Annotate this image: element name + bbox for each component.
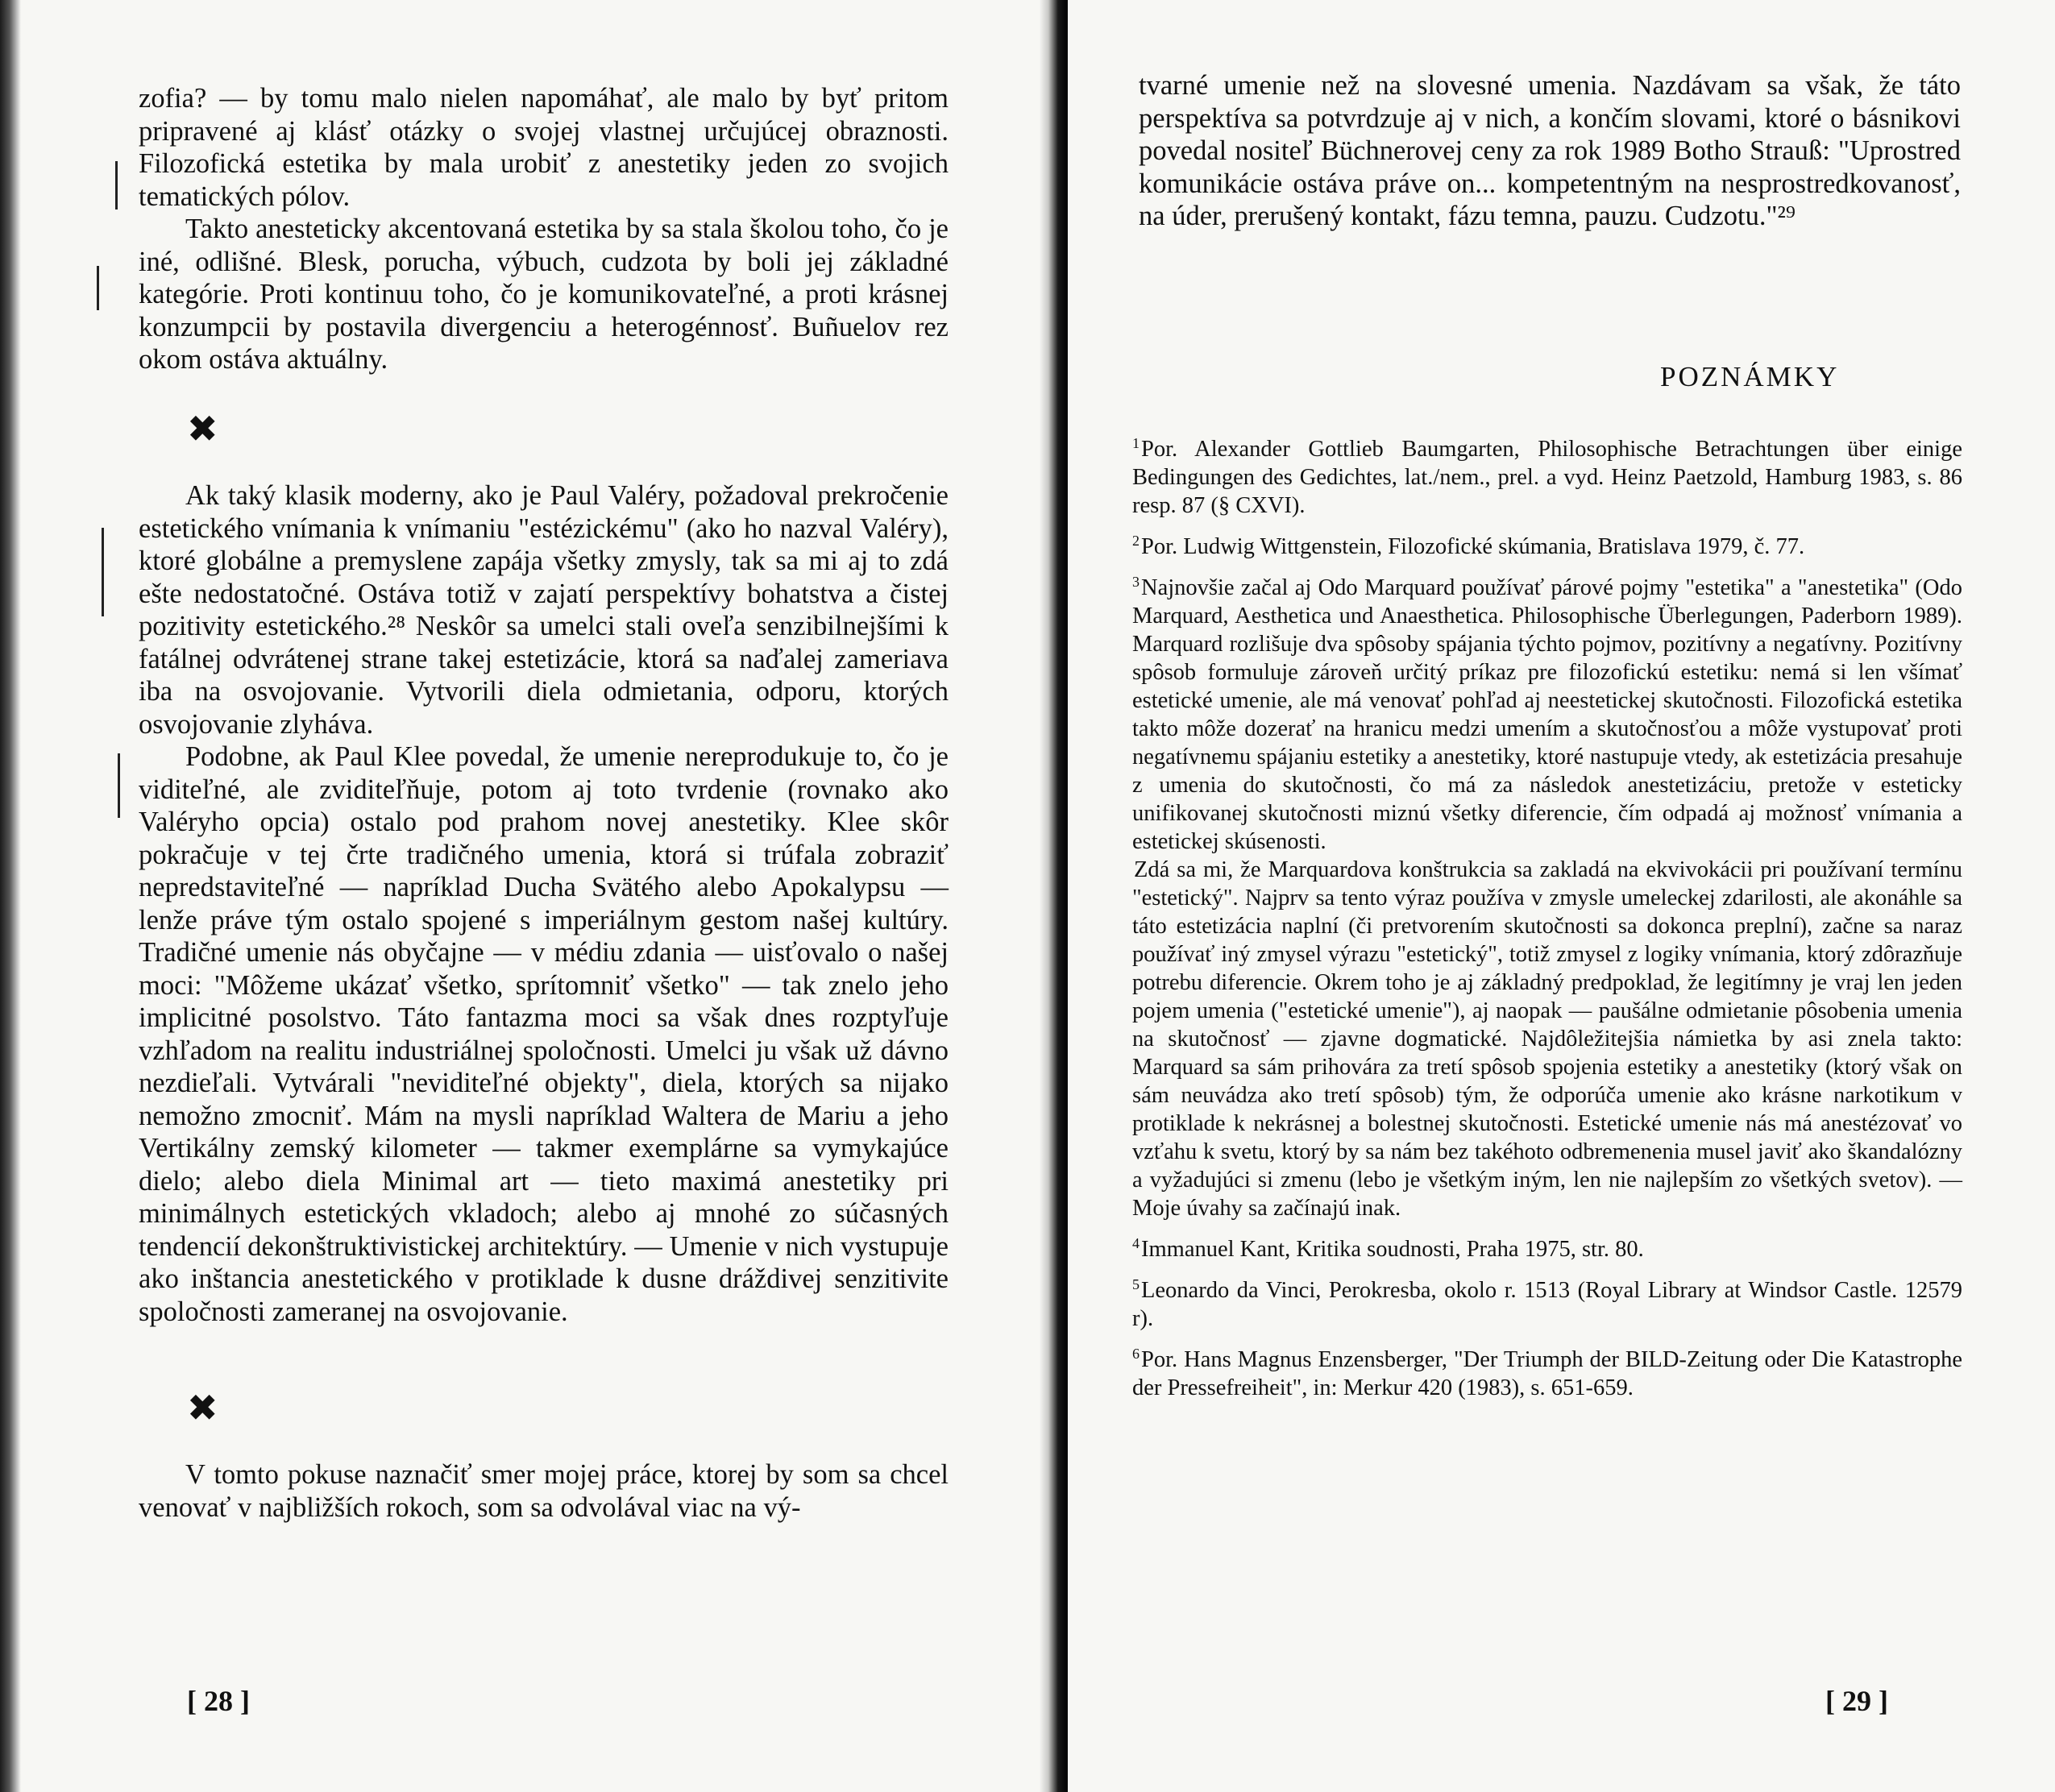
left-body-middle bbox=[139, 479, 949, 1328]
paragraph: Takto anesteticky akcentovaná estetika by sa stala školou toho, čo je iné, odlišné. Blesk, porucha, výbuch, cudzota by boli jej základné kategórie. Proti kontinuu toho, čo je komunikovateľné, a proti krásnej konzumpcii by postavila divergenciu a heterogénnosť. Buñuelov rez okom ostáva aktuálny. bbox=[139, 214, 949, 375]
page-edge-shadow bbox=[0, 0, 21, 1792]
paragraph: tvarné umenie než na slovesné umenia. Nazdávam sa však, že táto perspektíva sa potvrdzuje aj v nich, a končím slovami, ktoré o básnikovi povedal nositeľ Büchnerovej ceny za rok 1989 Botho Strauß: "Uprostred komunikácie ostáva práve on... kompetentným na nesprostredkovanosť, na úder, prerušený kontakt, fázu temna, pauzu. Cudzotu."²⁹ bbox=[1139, 70, 1961, 231]
endnote: $^4$Immanuel Kant, Kritika soudnosti, Praha 1975, str. 80. bbox=[1132, 1234, 1644, 1262]
left-body-bottom bbox=[139, 1458, 949, 1524]
page-number: [ 29 ] bbox=[1825, 1685, 1888, 1717]
right-body-top bbox=[1139, 69, 1961, 233]
endnote: $^5$Leonardo da Vinci, Perokresba, okolo r. 1513 (Royal Library at Windsor Castle. 12579 r). bbox=[1132, 1276, 1962, 1331]
section-separator-icon: ✖ bbox=[187, 407, 218, 450]
paragraph: Podobne, ak Paul Klee povedal, že umenie nereprodukuje to, čo je viditeľné, ale zviditeľňuje, potom aj toto tvrdenie (rovnako ako Valéryho opcia) ostalo pod prahom novej anestetiky. Klee skôr pokračuje v tej črte tradičného umenia, ktorá si trúfala zobraziť nepredstaviteľné — napríklad Ducha Svätého alebo Apokalypsu — lenže práve tým ostalo spojené s imperiálnym gestom našej kultúry. Tradičné umenie nás obyčajne — v médiu zdania — uisťovalo o našej moci: "Môžeme ukázať všetko, sprítomniť všetko" — tak znelo jeho implicitné posolstvo. Táto fantazma moci sa však dnes rozptyľuje vzhľadom na realitu industriálnej spoločnosti. Umelci ju však už dávno nezdieľali. Vytvárali "neviditeľné objekty", diela, ktorých sa nijako nemožno zmocniť. Mám na mysli napríklad Waltera de Mariu a jeho Vertikálny zemský kilometer — takmer exemplárne sa vymykajúce dielo; alebo diela Minimal art — tieto maximá anestetiky pri minimálnych estetických vkladoch; alebo aj mnohé zo súčasných tendencií dekonštruktivistickej architektúry. — Umenie v nich vystupuje ako inštancia anestetického v protiklade k dusne dráždivej senzitivite spoločnosti zameranej na osvojovanie. bbox=[139, 741, 949, 1327]
endnotes-list bbox=[1132, 435, 1962, 1415]
left-body-top bbox=[139, 82, 949, 376]
margin-pencil-mark bbox=[115, 161, 118, 209]
endnote: $^2$Por. Ludwig Wittgenstein, Filozofické skúmania, Bratislava 1979, č. 77. bbox=[1132, 532, 1805, 559]
notes-heading: POZNÁMKY bbox=[1660, 361, 1840, 392]
page-number: [ 28 ] bbox=[187, 1685, 250, 1717]
paragraph: Ak taký klasik moderny, ako je Paul Valéry, požadoval prekročenie estetického vnímania k vnímaniu "estézickému" (ako ho nazval Valéry), ktoré globálne a premyslene zapája všetky zmysly, tak sa mi aj to zdá ešte nedostatočné. Ostáva totiž v zajatí perspektívy bohatstva a čistej pozitivity estetického.²⁸ Neskôr sa umelci stali oveľa senzibilnejšími k fatálnej odvrátenej strane takej estetizácie, ktorá sa naďalej zameriava iba na osvojovanie. Vytvorili diela odmietania, odporu, ktorých osvojovanie zlyháva. bbox=[139, 480, 949, 740]
endnote-continuation: Zdá sa mi, že Marquardova konštrukcia sa zakladá na ekvivokácii pri používaní termínu "estetický". Najprv sa tento výraz používa v zmysle umeleckej zdarilosti, ale akonáhle sa táto estetizácia naplní (či pretvorením skutočnosti sa dokonca preplní), začne sa naraz používať iný zmysel výrazu "estetický", totiž zmysel z logiky vnímania, ktorý zdôrazňuje potrebu diferencie. Okrem toho je aj základný predpoklad, že legitímny je vraj len jeden pojem umenia ("estetické umenie"), aj naopak — paušálne odmietanie pôsobenia umenia na skutočnosť — zjavne dogmatické. Najdôležitejšia námietka by asi znela takto: Marquard sa sám prihovára za tretí spôsob spojenia estetiky a anestetiky (ktorý však on sám neuvádza ako tretí spôsob) tým, že odporúča umenie ako krásne narkotikum v protiklade k nekrásnej a bolestnej skutočnosti. Estetické umenie nás má anestézovať vo vzťahu k svetu, ktorý by sa nám bez takéhoto odbremenenia musel javiť ako škandalózny a vyžadujúci si zmenu (lebo je všetkým iným, len nie najlepším zo všetkých svetov). — Moje úvahy sa začínajú inak. bbox=[1132, 857, 1962, 1221]
margin-pencil-mark bbox=[102, 528, 104, 616]
right-page bbox=[1068, 0, 2055, 1792]
endnote: $^3$Najnovšie začal aj Odo Marquard používať párové pojmy "estetika" a "anestetika" (Odo Marquard, Aesthetica und Anaesthetica. Philosophische Überlegungen, Paderborn 1989). Marquard rozlišuje dva spôsoby spájania týchto pojmov, pozitívny a negatívny. Pozitívny spôsob formuluje zároveň určitý príkaz pre filozofickú estetiku: nemá si len všímať estetické umenie, ale má venovať pohľad aj neestetickej skutočnosti. Filozofická estetika takto môže dozerať na hranicu medzi umením a skutočnosťou a môže vystupovať proti negatívnemu spájaniu estetiky a anestetiky, ktoré nastupuje vtedy, ak estetizácia presahuje z umenia do skutočnosti, čo má za následok anestetizáciu, pretože v esteticky unifikovanej skutočnosti miznú všetky diferencie, čím odpadá aj možnosť vnímania a estetickej skúsenosti. bbox=[1132, 573, 1962, 854]
margin-pencil-mark bbox=[97, 266, 99, 310]
endnote: $^1$Por. Alexander Gottlieb Baumgarten, Philosophische Betrachtungen über einige Bedingungen des Gedichtes, lat./nem., prel. a vyd. Heinz Paetzold, Hamburg 1983, s. 86 resp. 87 (§ CXVI). bbox=[1132, 434, 1962, 518]
paragraph: zofia? — by tomu malo nielen napomáhať, ale malo by byť pritom pripravené aj klásť otázky o svojej vlastnej určujúcej obraznosti. Filozofická estetika by mala urobiť z anestetiky jeden zo svojich tematických pólov. bbox=[139, 83, 949, 212]
margin-pencil-mark bbox=[118, 753, 120, 818]
section-separator-icon: ✖ bbox=[187, 1386, 218, 1429]
paragraph: V tomto pokuse naznačiť smer mojej práce, ktorej by som sa chcel venovať v najbližších rokoch, som sa odvolával viac na vý- bbox=[139, 1459, 949, 1523]
endnote: $^6$Por. Hans Magnus Enzensberger, "Der Triumph der BILD-Zeitung oder Die Katastrophe der Pressefreiheit", in: Merkur 420 (1983), s. 651-659. bbox=[1132, 1345, 1962, 1400]
